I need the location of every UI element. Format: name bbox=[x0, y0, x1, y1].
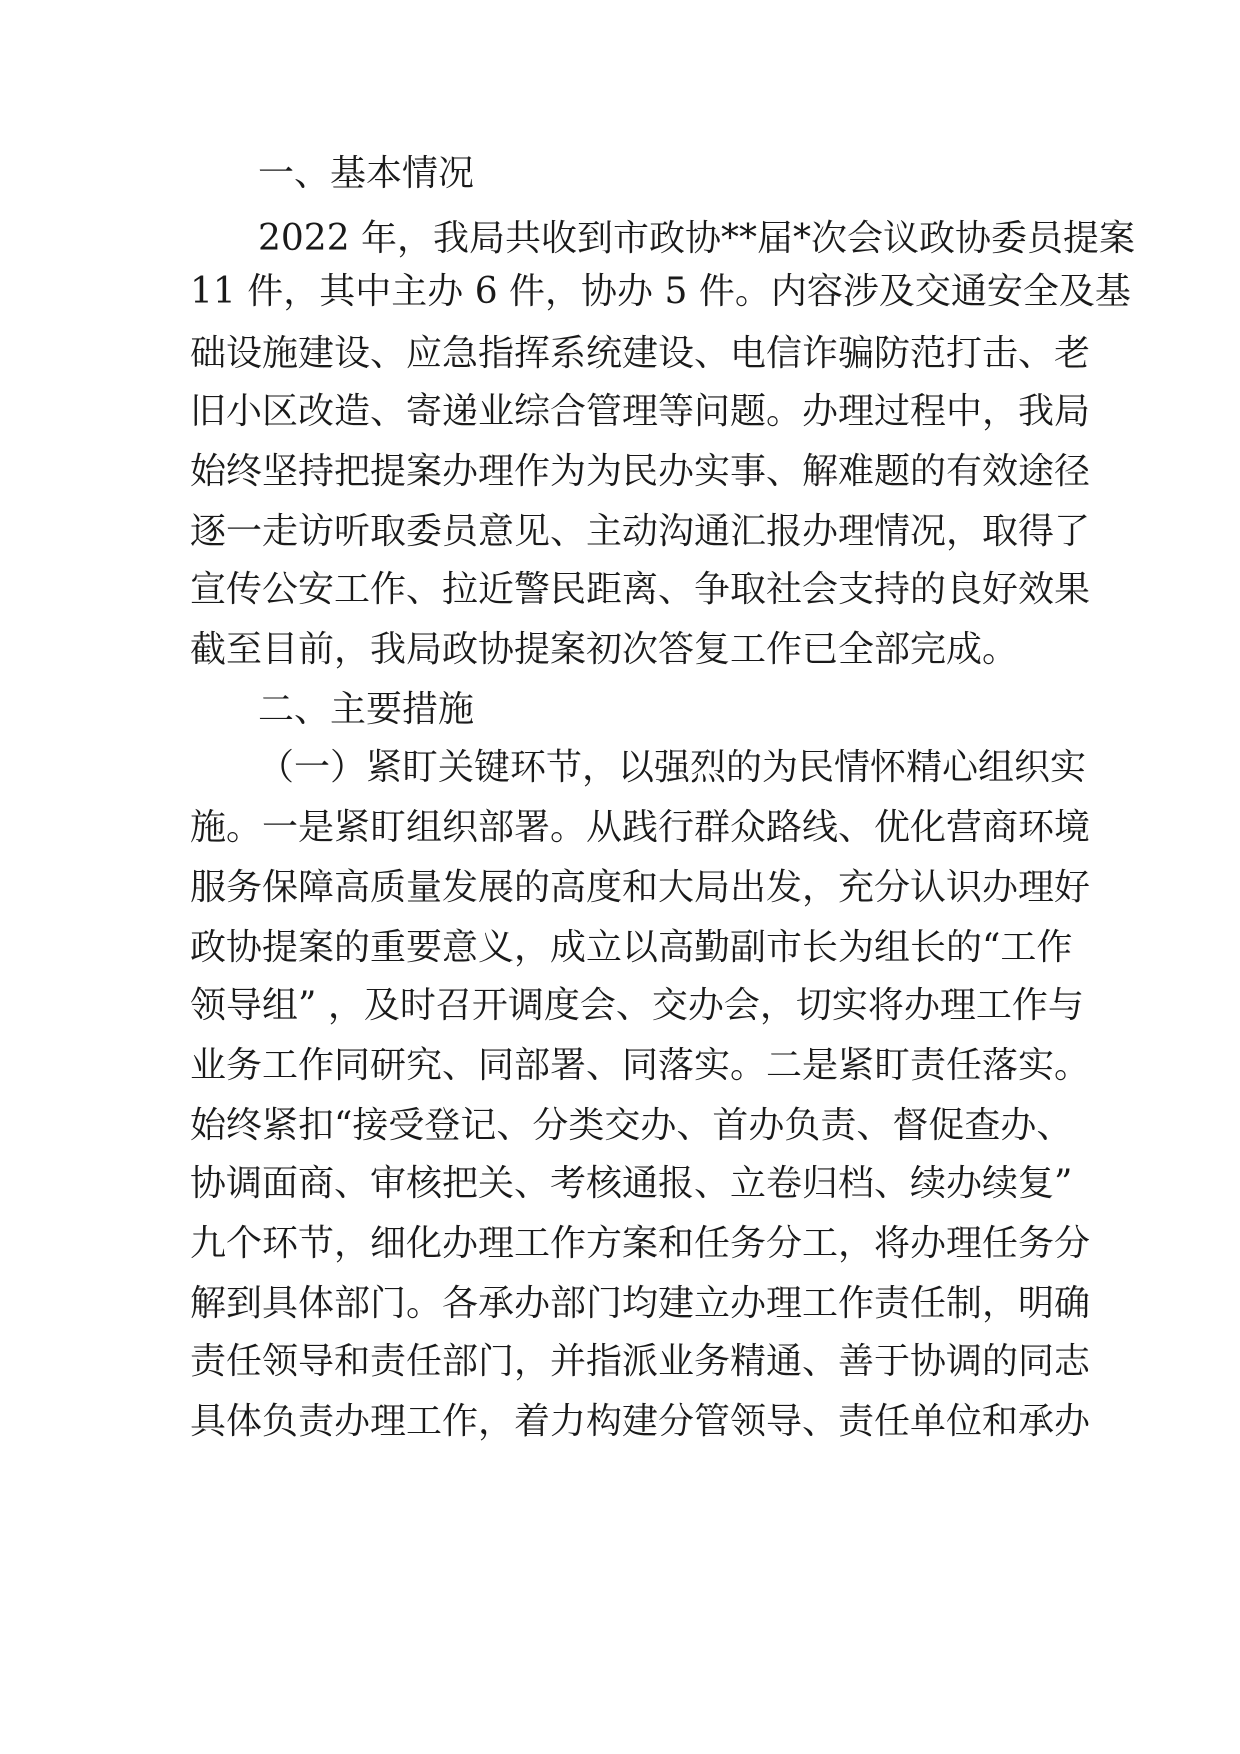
paragraph-line: 九个环节，细化办理工作方案和任务分工，将办理任务分 bbox=[190, 1223, 1091, 1264]
paragraph-line: 领导组” ，及时召开调度会、交办会，切实将办理工作与 bbox=[190, 985, 1084, 1026]
paragraph-line: 始终坚持把提案办理作为为民办实事、解难题的有效途径 bbox=[190, 451, 1091, 492]
paragraph-line: 政协提案的重要意义，成立以高勤副市长为组长的“工作 bbox=[190, 927, 1073, 968]
paragraph-line: 宣传公安工作、拉近警民距离、争取社会支持的良好效果 bbox=[190, 569, 1091, 610]
heading-main-measures: 二、主要措施 bbox=[258, 689, 475, 730]
paragraph-line: 逐一走访听取委员意见、主动沟通汇报办理情况，取得了 bbox=[190, 511, 1091, 552]
paragraph-line: （一）紧盯关键环节，以强烈的为民情怀精心组织实 bbox=[258, 747, 1087, 788]
heading-basic-situation: 一、基本情况 bbox=[258, 153, 475, 194]
paragraph-line: 协调面商、审核把关、考核通报、立卷归档、续办续复” bbox=[190, 1163, 1073, 1204]
paragraph-line: 11 件，其中主办 6 件，协办 5 件。内容涉及交通安全及基 bbox=[190, 271, 1131, 312]
paragraph-line: 解到具体部门。各承办部门均建立办理工作责任制，明确 bbox=[190, 1283, 1091, 1324]
paragraph-line: 服务保障高质量发展的高度和大局出发，充分认识办理好 bbox=[190, 867, 1091, 908]
paragraph-line: 施。一是紧盯组织部署。从践行群众路线、优化营商环境 bbox=[190, 807, 1091, 848]
paragraph-line: 2022 年，我局共收到市政协**届*次会议政协委员提案 bbox=[258, 218, 1136, 259]
paragraph-line: 截至目前，我局政协提案初次答复工作已全部完成。 bbox=[190, 629, 1019, 670]
paragraph-line: 具体负责办理工作，着力构建分管领导、责任单位和承办 bbox=[190, 1401, 1091, 1442]
paragraph-line: 始终紧扣“接受登记、分类交办、首办负责、督促查办、 bbox=[190, 1105, 1073, 1146]
paragraph-line: 础设施建设、应急指挥系统建设、电信诈骗防范打击、老 bbox=[190, 333, 1091, 374]
paragraph-line: 责任领导和责任部门，并指派业务精通、善于协调的同志 bbox=[190, 1341, 1091, 1382]
paragraph-line: 旧小区改造、寄递业综合管理等问题。办理过程中，我局 bbox=[190, 391, 1091, 432]
paragraph-line: 业务工作同研究、同部署、同落实。二是紧盯责任落实。 bbox=[190, 1045, 1091, 1086]
